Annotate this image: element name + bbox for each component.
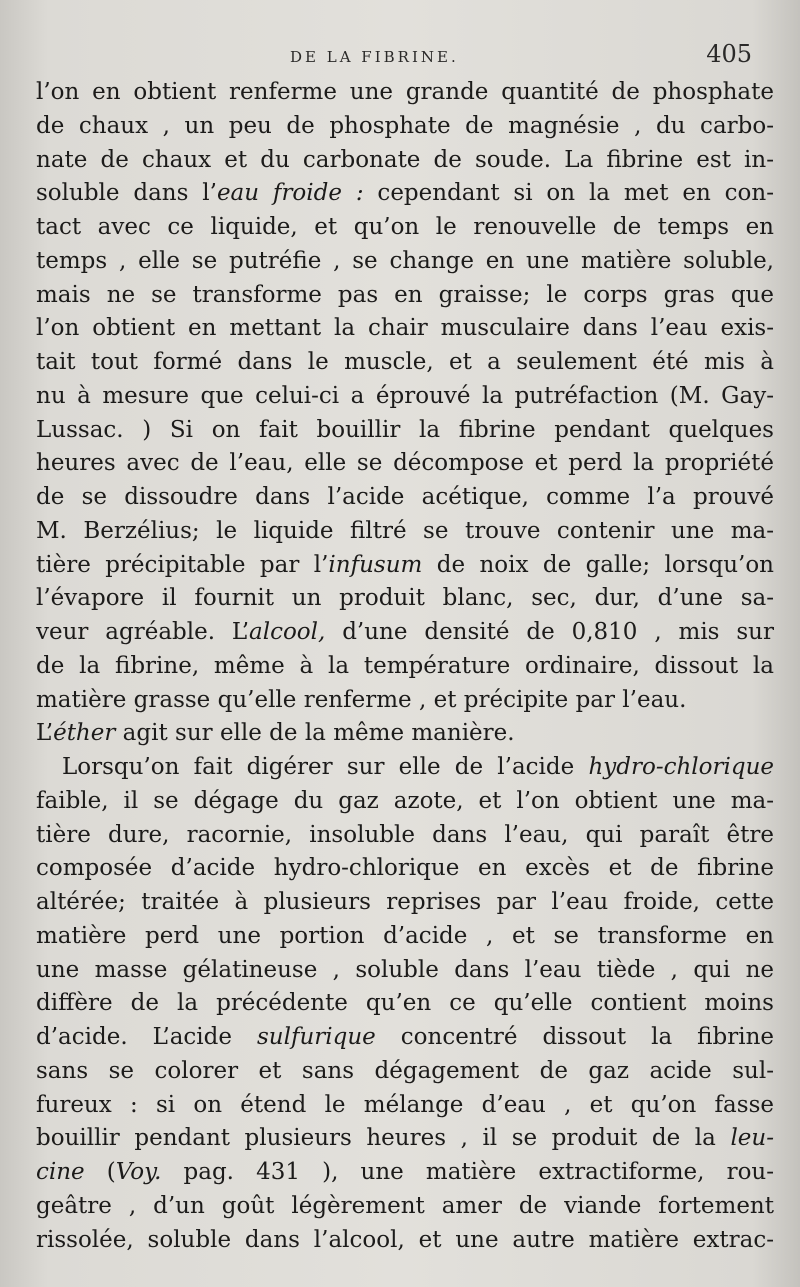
text-run: mais ne se transforme pas en graisse; le corps gras que bbox=[36, 281, 774, 308]
text-line bbox=[36, 1122, 774, 1156]
text-run: Lussac. ) Si on fait bouillir la fibrine pendant quelques bbox=[36, 416, 774, 443]
text-line bbox=[36, 987, 774, 1021]
text-run: geâtre , d’un goût légèrement amer de viande fortement bbox=[36, 1192, 774, 1219]
running-head: DE LA FIBRINE. bbox=[290, 48, 459, 66]
text-run: tait tout formé dans le muscle, et a seulement été mis à bbox=[36, 349, 774, 375]
body-text bbox=[36, 76, 774, 1257]
text-line bbox=[36, 920, 774, 954]
text-run: une masse gélatineuse , soluble dans l’eau tiède , qui ne bbox=[36, 956, 774, 983]
text-line bbox=[36, 211, 774, 245]
text-line bbox=[36, 76, 774, 110]
text-line bbox=[36, 684, 774, 718]
text-run: nu à mesure que celui-ci a éprouvé la putréfaction (M. Gay- bbox=[36, 382, 774, 409]
text-line bbox=[36, 1224, 774, 1258]
text-run: tière dure, racornie, insoluble dans l’eau, qui paraît être bbox=[36, 821, 774, 848]
text-line bbox=[36, 650, 774, 684]
text-line bbox=[36, 1156, 774, 1190]
text-line bbox=[36, 481, 774, 515]
text-run: pag. 431 ), une matière extractiforme, rou- bbox=[161, 1159, 774, 1185]
text-run: soluble dans l’ bbox=[36, 180, 217, 207]
text-run: faible, il se dégage du gaz azote, et l’on obtient une ma- bbox=[36, 787, 774, 814]
italic-term: leu- bbox=[730, 1125, 774, 1152]
italic-term: sulfurique bbox=[257, 1024, 376, 1050]
text-line bbox=[36, 785, 774, 819]
text-line bbox=[36, 954, 774, 988]
text-run: matière grasse qu’elle renferme , et précipite par l’eau. bbox=[36, 686, 687, 713]
text-run: composée d’acide hydro-chlorique en excès et de fibrine bbox=[36, 855, 774, 882]
text-run: rissolée, soluble dans l’alcool, et une autre matière extrac- bbox=[36, 1226, 774, 1253]
text-run: concentré dissout la fibrine bbox=[375, 1024, 774, 1050]
text-run: Lorsqu’on fait digérer sur elle de l’acide bbox=[62, 754, 589, 780]
text-run: d’une densité de 0,810 , mis sur bbox=[325, 619, 774, 645]
text-run: de la fibrine, même à la température ordinaire, dissout la bbox=[36, 652, 774, 679]
text-line bbox=[36, 414, 774, 448]
text-line bbox=[36, 346, 774, 380]
text-run: sans se colorer et sans dégagement de gaz acide sul- bbox=[36, 1057, 774, 1084]
text-run: temps , elle se putréfie , se change en une matière soluble, bbox=[36, 247, 774, 274]
italic-term: hydro-chlorique bbox=[588, 754, 774, 780]
text-line bbox=[36, 144, 774, 178]
text-run: veur agréable. L’ bbox=[36, 619, 249, 645]
text-line bbox=[36, 886, 774, 920]
text-line bbox=[36, 380, 774, 414]
text-line bbox=[36, 447, 774, 481]
text-line bbox=[36, 819, 774, 853]
text-run: L’ bbox=[36, 720, 54, 747]
text-line bbox=[36, 1190, 774, 1224]
italic-term: infusum bbox=[328, 551, 423, 578]
text-line bbox=[36, 177, 774, 211]
text-run: M. Berzélius; le liquide filtré se trouve contenir une ma- bbox=[36, 517, 774, 544]
text-run: agit sur elle de la même manière. bbox=[115, 720, 515, 747]
italic-term: cine bbox=[36, 1159, 85, 1185]
text-run: nate de chaux et du carbonate de soude. La fibrine est in- bbox=[36, 146, 774, 173]
text-run: de se dissoudre dans l’acide acétique, comme l’a prouvé bbox=[36, 484, 774, 510]
text-run: fureux : si on étend le mélange d’eau , et qu’on fasse bbox=[36, 1091, 774, 1118]
text-run: l’on obtient en mettant la chair musculaire dans l’eau exis- bbox=[36, 315, 774, 342]
text-run: l’évapore il fournit un produit blanc, sec, dur, d’une sa- bbox=[36, 585, 774, 612]
italic-term: alcool, bbox=[249, 619, 326, 645]
page-number: 405 bbox=[706, 40, 752, 68]
text-line bbox=[36, 582, 774, 616]
italic-term: éther bbox=[53, 720, 116, 747]
text-line bbox=[36, 1055, 774, 1089]
text-run: altérée; traitée à plusieurs reprises par l’eau froide, cette bbox=[36, 889, 774, 915]
text-line bbox=[36, 245, 774, 279]
text-run: de chaux , un peu de phosphate de magnésie , du carbo- bbox=[36, 112, 774, 139]
text-run: matière perd une portion d’acide , et se transforme en bbox=[36, 922, 774, 949]
text-run: bouillir pendant plusieurs heures , il se produit de la bbox=[36, 1125, 731, 1152]
text-line bbox=[36, 1021, 774, 1055]
text-run: l’on en obtient renferme une grande quantité de phosphate bbox=[36, 79, 774, 105]
text-line bbox=[36, 515, 774, 549]
text-run: tact avec ce liquide, et qu’on le renouvelle de temps en bbox=[36, 214, 774, 240]
text-line bbox=[36, 751, 774, 785]
text-line bbox=[36, 1089, 774, 1123]
text-line bbox=[36, 279, 774, 313]
italic-term: Voy. bbox=[115, 1159, 162, 1185]
text-run: tière précipitable par l’ bbox=[36, 551, 329, 578]
text-run: cependant si on la met en con- bbox=[363, 180, 774, 207]
text-run: heures avec de l’eau, elle se décompose et perd la propriété bbox=[36, 450, 774, 477]
text-line bbox=[36, 312, 774, 346]
text-line bbox=[36, 110, 774, 144]
text-run: ( bbox=[84, 1159, 116, 1185]
text-run: diffère de la précédente qu’en ce qu’elle contient moins bbox=[36, 990, 774, 1017]
text-run: d’acide. L’acide bbox=[36, 1024, 257, 1050]
text-run: de noix de galle; lorsqu’on bbox=[422, 551, 774, 578]
text-line bbox=[36, 717, 774, 751]
text-line bbox=[36, 549, 774, 583]
text-line bbox=[36, 852, 774, 886]
italic-term: eau froide : bbox=[216, 180, 364, 207]
text-line bbox=[36, 616, 774, 650]
